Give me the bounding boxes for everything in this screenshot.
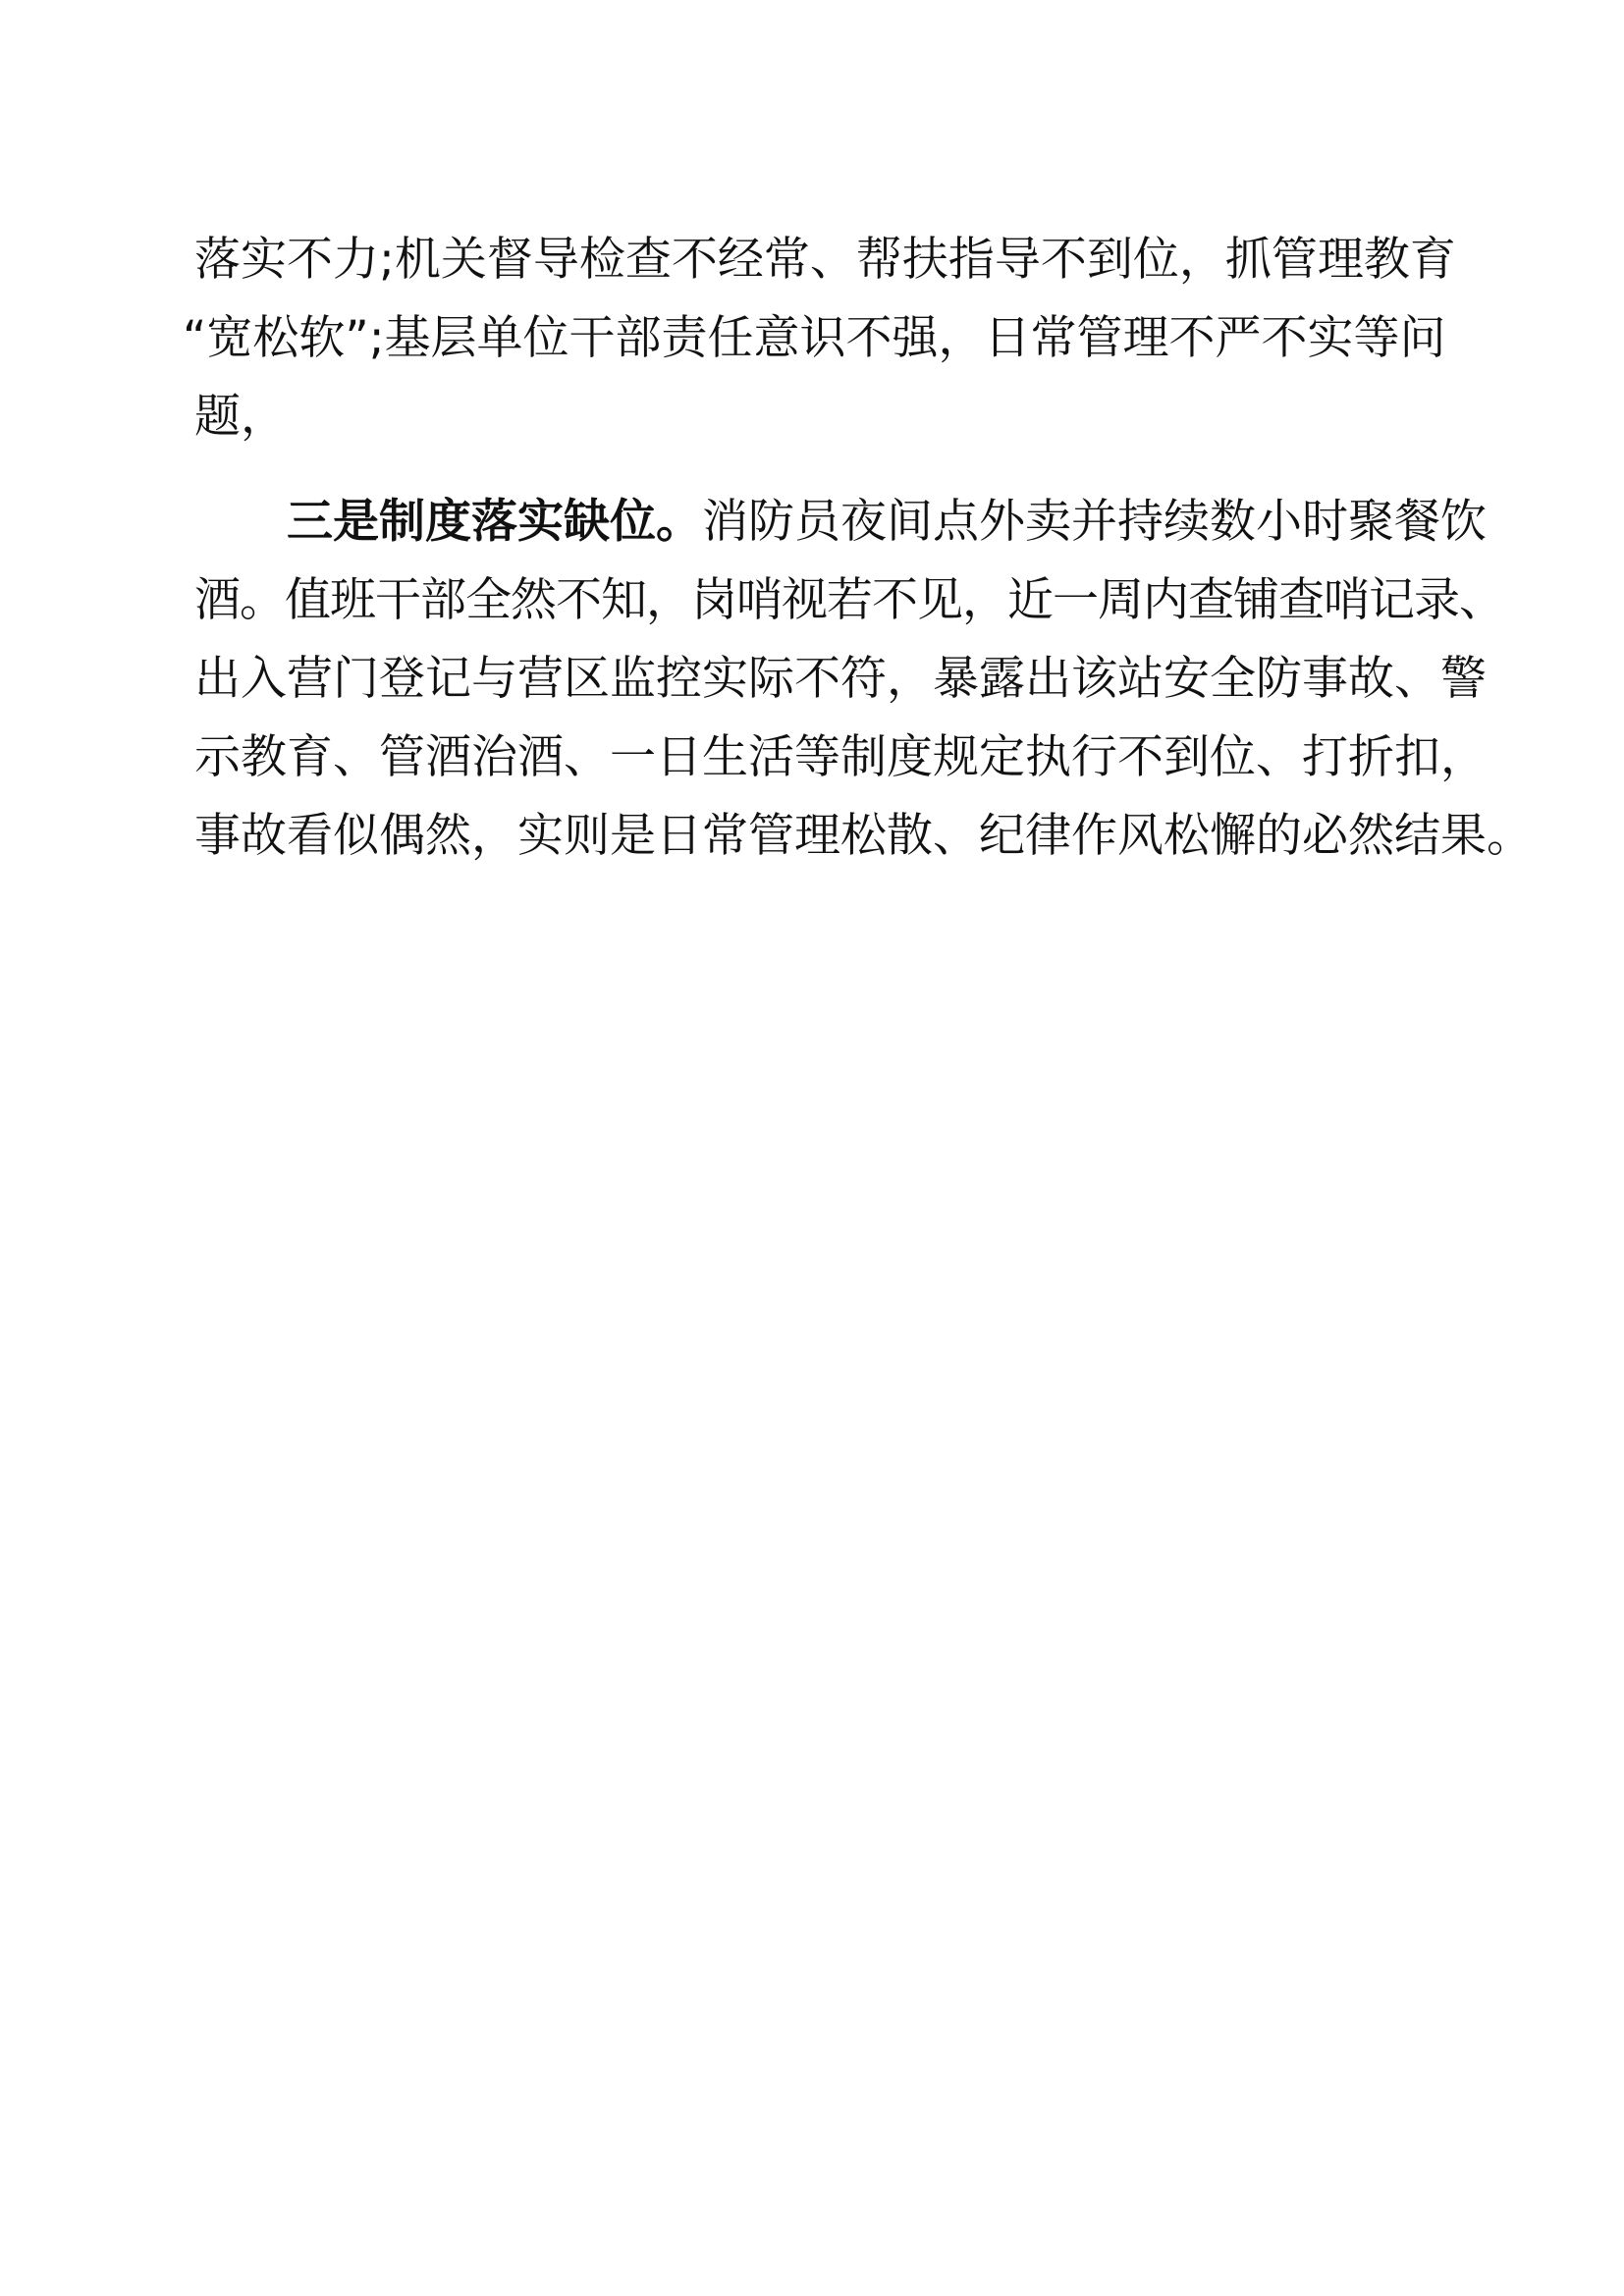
paragraph-line: 示教育、管酒治酒、一日生活等制度规定执行不到位、打折扣， [194,730,1487,784]
paragraph-line: 落实不力;机关督导检查不经常、帮扶指导不到位，抓管理教育 [194,233,1456,287]
paragraph-line: 酒。值班干部全然不知，岗哨视若不见，近一周内查铺查哨记录、 [194,573,1504,627]
paragraph-line: 事故看似偶然，实则是日常管理松散、纪律作风松懈的必然结果。 [194,809,1533,863]
paragraph-line: 题， [194,390,287,444]
paragraph-lead-heading: 三是制度落实缺位。 [287,495,702,549]
paragraph-1 [183,221,1456,456]
paragraph-first-line [194,483,1487,561]
paragraph-line: 出入营门登记与营区监控实际不符，暴露出该站安全防事故、警 [194,652,1487,706]
paragraph-2 [194,483,1533,876]
paragraph-line-text: 消防员夜间点外卖并持续数小时聚餐饮 [702,495,1487,549]
paragraph-line: “宽松软”;基层单位干部责任意识不强，日常管理不严不实等问 [183,311,1446,365]
